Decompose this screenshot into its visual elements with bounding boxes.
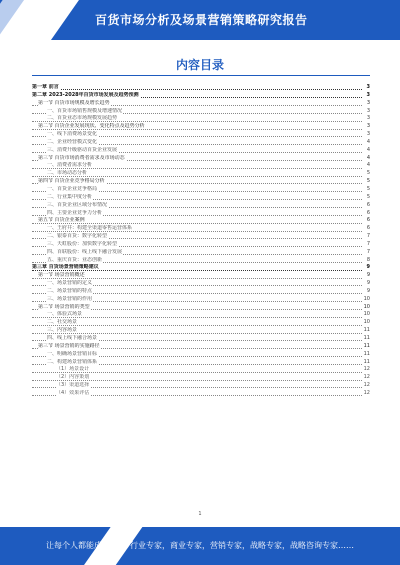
toc-entry[interactable]	[32, 382, 370, 390]
toc-entry-title: 三、天虹股份：加快数字化转型	[47, 240, 118, 247]
leader-dots	[32, 333, 362, 334]
toc-entry-title: 四、百联股份：线上线下融合发展	[47, 248, 123, 255]
toc-entry[interactable]	[32, 155, 370, 163]
footer-slogan-left: 让每个人都能成为	[46, 541, 110, 550]
toc-entry-page: 10	[363, 295, 370, 302]
toc-entry-page: 11	[363, 327, 370, 334]
toc-entry[interactable]	[32, 249, 370, 257]
toc-entry-page: 6	[366, 217, 370, 224]
toc-entry-title: 二、场景营销的特点	[47, 287, 93, 294]
page-number: 1	[198, 511, 202, 517]
toc-entry-title: 二、社交场景	[47, 319, 78, 326]
toc-entry-page: 12	[363, 366, 370, 373]
toc-entry-title: （3）渠道选择	[56, 382, 90, 389]
toc-entry-page: 10	[363, 303, 370, 310]
toc-entry[interactable]	[32, 241, 370, 249]
toc-entry-page: 11	[363, 335, 370, 341]
toc-entry-page: 7	[366, 233, 370, 240]
toc-entry-title: 二、行业集中度分析	[47, 193, 93, 200]
toc-entry-page: 4	[366, 154, 370, 161]
toc-entry-page: 4	[366, 162, 370, 169]
toc-entry-title: 二、银泰百货：数字化转型	[47, 233, 108, 240]
toc-entry-page: 7	[366, 248, 370, 255]
toc-entry[interactable]	[32, 186, 370, 194]
toc-entry-title: 三、内容场景	[47, 327, 78, 334]
toc-entry-title: 第二节 场景营销的类型	[38, 303, 90, 310]
toc-entry-page: 9	[366, 272, 370, 279]
toc-entry[interactable]	[32, 272, 370, 280]
toc-entry-page: 11	[363, 350, 370, 357]
toc-entry-title: 第二章 2023-2028年百货市场发展及趋势预测	[32, 91, 139, 98]
toc-entry-page: 4	[366, 138, 370, 145]
toc-entry[interactable]	[32, 366, 370, 374]
toc-entry-title: （4）效果评估	[56, 389, 90, 396]
toc-entry-page: 10	[363, 311, 370, 318]
toc-entry-title: 一、百货市场销售规模及增速情况	[47, 107, 123, 114]
toc-entry[interactable]	[32, 147, 370, 155]
toc-entry-title: 二、企业经营模式变化	[47, 138, 98, 145]
toc-entry[interactable]	[32, 296, 370, 304]
toc-entry-title: 二、市场动态分析	[47, 170, 88, 177]
toc-entry-title: （1）场景设计	[56, 366, 90, 373]
toc-entry-title: 一、王府井：构建全渠道零售运营体系	[47, 225, 133, 232]
toc-entry[interactable]	[32, 257, 370, 265]
toc-entry[interactable]	[32, 288, 370, 296]
leader-dots	[32, 325, 362, 326]
toc-entry-title: 第一节 百货市场规模及增长趋势	[38, 99, 110, 106]
toc-entry-title: 四、线上线下融合场景	[47, 335, 98, 341]
toc-entry-page: 3	[366, 84, 370, 90]
leader-dots	[32, 89, 362, 90]
toc-entry-page: 9	[366, 287, 370, 294]
toc-entry[interactable]	[32, 217, 370, 225]
toc-entry[interactable]	[32, 264, 370, 272]
toc-entry-page: 5	[366, 170, 370, 177]
toc-entry[interactable]	[32, 92, 370, 100]
toc-entry-title: 一、体验式场景	[47, 311, 83, 318]
toc-entry-page: 12	[363, 374, 370, 381]
toc-entry[interactable]	[32, 100, 370, 108]
toc-entry-page: 5	[366, 193, 370, 200]
toc-entry-title: 第二节 百货企业发展现状、变化特点及趋势分析	[38, 123, 145, 130]
toc-entry-page: 8	[366, 256, 370, 263]
toc-entry-page: 6	[366, 201, 370, 208]
toc-entry-page: 3	[366, 99, 370, 106]
toc-entry[interactable]	[32, 335, 370, 343]
toc-entry[interactable]	[32, 139, 370, 147]
toc-entry-title: （2）内容策划	[56, 374, 90, 381]
toc-entry[interactable]	[32, 194, 370, 202]
toc-entry[interactable]	[32, 131, 370, 139]
toc-entry-page: 11	[363, 342, 370, 349]
toc-entry-page: 12	[363, 382, 370, 389]
toc-entry[interactable]	[32, 178, 370, 186]
table-of-contents	[32, 84, 370, 398]
toc-entry-title: 四、主要企业竞争力分析	[47, 209, 103, 216]
toc-entry-title: 二、构建场景营销体系	[47, 358, 98, 365]
toc-entry[interactable]	[32, 374, 370, 382]
bottom-banner	[0, 527, 400, 565]
toc-entry-title: 二、百货业态市场规模发展趋势	[47, 115, 118, 122]
toc-entry-title: 一、明确场景营销目标	[47, 350, 98, 357]
toc-entry-page: 11	[363, 358, 370, 365]
toc-entry-page: 3	[366, 115, 370, 122]
toc-entry-page: 9	[366, 280, 370, 287]
toc-entry[interactable]	[32, 123, 370, 131]
toc-entry-title: 一、场景营销的定义	[47, 280, 93, 287]
toc-entry[interactable]	[32, 170, 370, 178]
toc-entry[interactable]	[32, 343, 370, 351]
toc-entry[interactable]	[32, 327, 370, 335]
toc-entry-title: 三、场景营销的作用	[47, 295, 93, 302]
toc-entry[interactable]	[32, 311, 370, 319]
toc-entry[interactable]	[32, 202, 370, 210]
toc-heading: 内容目录	[175, 58, 224, 72]
toc-entry-page: 9	[366, 264, 370, 271]
toc-entry-title: 一、线下消费场景变化	[47, 131, 98, 138]
toc-entry-page: 3	[366, 107, 370, 114]
toc-entry[interactable]	[32, 84, 370, 92]
report-title: 百货市场分析及场景营销策略研究报告	[95, 13, 308, 27]
toc-entry-page: 6	[366, 225, 370, 232]
toc-entry[interactable]	[32, 233, 370, 241]
toc-entry-page: 6	[366, 209, 370, 216]
heading-divider	[32, 75, 370, 76]
toc-entry[interactable]	[32, 225, 370, 233]
toc-entry-title: 一、消费者需求分析	[47, 162, 93, 169]
toc-entry-title: 三、消费升级驱动百货企业发展	[47, 146, 118, 153]
top-banner	[0, 0, 400, 40]
toc-entry-page: 12	[363, 389, 370, 396]
toc-entry-title: 第五节 百货企业案例	[38, 217, 85, 224]
toc-entry-page: 3	[366, 123, 370, 130]
toc-entry-title: 第三节 场景营销的实施路径	[38, 342, 100, 349]
toc-entry[interactable]	[32, 359, 370, 367]
toc-entry[interactable]	[32, 351, 370, 359]
toc-entry-title: 三、百货企业区域分布情况	[47, 201, 108, 208]
toc-entry-page: 3	[366, 91, 370, 98]
toc-entry-page: 3	[366, 131, 370, 138]
toc-entry-page: 5	[366, 178, 370, 185]
footer-slogan-right: 行业专家，商业专家，营销专家，战略专家，战略咨询专家……	[130, 541, 354, 550]
toc-entry-page: 7	[366, 240, 370, 247]
toc-entry-title: 第三章 百货场景营销策略建议	[32, 264, 99, 271]
toc-entry[interactable]	[32, 108, 370, 116]
toc-entry-title: 一、百货企业竞争格局	[47, 185, 98, 192]
toc-entry-page: 4	[366, 146, 370, 153]
toc-entry-page: 10	[363, 319, 370, 326]
toc-entry[interactable]	[32, 390, 370, 398]
toc-entry[interactable]	[32, 280, 370, 288]
toc-entry-page: 5	[366, 185, 370, 192]
toc-entry-title: 第三节 百货市场消费者需求及市场动态	[38, 154, 125, 161]
toc-entry-title: 第一章 前言	[32, 84, 59, 90]
toc-entry[interactable]	[32, 115, 370, 123]
toc-entry[interactable]	[32, 304, 370, 312]
toc-entry-title: 第四节 百货企业竞争格局分析	[38, 178, 105, 185]
toc-entry[interactable]	[32, 162, 370, 170]
toc-entry-title: 第一节 场景营销概述	[38, 272, 85, 279]
toc-entry[interactable]	[32, 210, 370, 218]
toc-entry-title: 五、重庆百货：业态创新	[47, 256, 103, 263]
toc-entry[interactable]	[32, 319, 370, 327]
